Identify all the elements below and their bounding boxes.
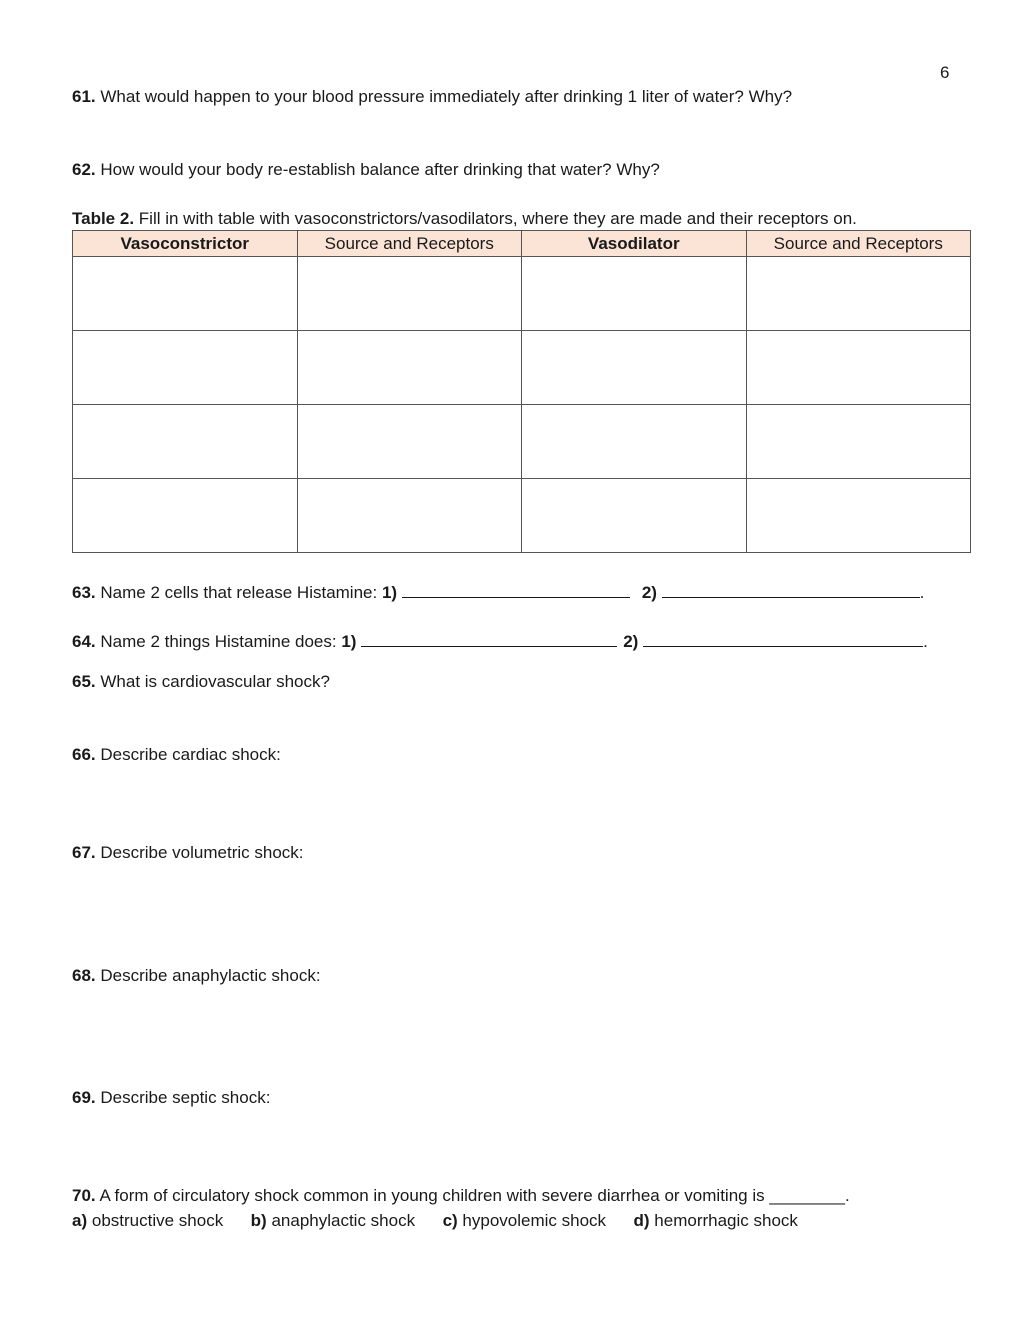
question-text: Describe cardiac shock:: [100, 745, 281, 764]
option-text: hemorrhagic shock: [654, 1211, 798, 1230]
table-caption-label: Table 2.: [72, 209, 135, 228]
answer-label-1: 1): [381, 583, 398, 602]
question-63: [72, 581, 924, 604]
header-source-receptors: Source and Receptors: [746, 231, 971, 257]
question-62: [72, 159, 660, 181]
question-text: A form of circulatory shock common in young children with severe diarrhea or vomiting is: [99, 1186, 765, 1205]
question-text: Name 2 cells that release Histamine:: [100, 583, 378, 602]
question-number: 61.: [72, 87, 96, 106]
question-number: 63.: [72, 583, 96, 602]
table-row: [73, 257, 971, 331]
table-cell[interactable]: [746, 405, 971, 479]
question-number: 68.: [72, 966, 96, 985]
table-cell[interactable]: [73, 257, 298, 331]
table-cell[interactable]: [522, 405, 747, 479]
table-cell[interactable]: [73, 479, 298, 553]
question-text: Describe septic shock:: [100, 1088, 271, 1107]
question-text: Name 2 things Histamine does:: [100, 632, 337, 651]
question-65: [72, 671, 330, 693]
question-number: 70.: [72, 1186, 96, 1205]
table-cell[interactable]: [522, 331, 747, 405]
header-vasoconstrictor: Vasoconstrictor: [73, 231, 298, 257]
option-c[interactable]: [443, 1211, 611, 1230]
question-70: [72, 1185, 850, 1207]
question-text: What is cardiovascular shock?: [100, 672, 330, 691]
question-text: Describe anaphylactic shock:: [100, 966, 321, 985]
answer-label-2: 2): [623, 632, 639, 651]
question-text: How would your body re-establish balance after drinking that water? Why?: [100, 160, 660, 179]
table-cell[interactable]: [746, 257, 971, 331]
answer-blank-2[interactable]: [643, 630, 923, 647]
question-66: [72, 744, 281, 766]
table-cell[interactable]: [746, 331, 971, 405]
answer-label-1: 1): [341, 632, 357, 651]
answer-blank[interactable]: ________.: [769, 1186, 850, 1205]
table-cell[interactable]: [522, 257, 747, 331]
sentence-end: .: [919, 583, 925, 602]
table-cell[interactable]: [297, 331, 522, 405]
header-vasodilator: Vasodilator: [522, 231, 747, 257]
answer-label-2: 2): [641, 583, 657, 602]
page-number: 6: [940, 63, 950, 82]
table-row: [73, 405, 971, 479]
question-text: Describe volumetric shock:: [100, 843, 304, 862]
question-64: [72, 630, 928, 653]
table-caption: [72, 208, 857, 230]
table-header-row: [73, 231, 971, 257]
question-number: 65.: [72, 672, 96, 691]
question-number: 67.: [72, 843, 96, 862]
option-letter: c): [442, 1211, 458, 1230]
question-number: 64.: [72, 632, 96, 651]
option-a[interactable]: [72, 1211, 228, 1230]
answer-blank-1[interactable]: [361, 630, 617, 647]
question-61: [72, 86, 792, 108]
table-row: [73, 479, 971, 553]
question-number: 62.: [72, 160, 96, 179]
table-cell[interactable]: [297, 257, 522, 331]
table-row: [73, 331, 971, 405]
question-68: [72, 965, 321, 987]
answer-options: [72, 1210, 798, 1232]
table-cell[interactable]: [73, 331, 298, 405]
answer-blank-1[interactable]: [402, 581, 630, 598]
question-number: 66.: [72, 745, 96, 764]
table-cell[interactable]: [297, 405, 522, 479]
table-cell[interactable]: [522, 479, 747, 553]
option-text: anaphylactic shock: [271, 1211, 416, 1230]
option-text: hypovolemic shock: [462, 1211, 607, 1230]
answer-blank-2[interactable]: [662, 581, 920, 598]
table-cell[interactable]: [73, 405, 298, 479]
question-text: What would happen to your blood pressure immediately after drinking 1 liter of water? Why?: [100, 87, 793, 106]
table-cell[interactable]: [297, 479, 522, 553]
header-source-receptors: Source and Receptors: [297, 231, 522, 257]
option-letter: b): [250, 1211, 267, 1230]
vasoactive-table: [72, 230, 971, 553]
sentence-end: .: [923, 632, 928, 651]
option-b[interactable]: [251, 1211, 420, 1230]
option-letter: d): [633, 1211, 650, 1230]
option-d[interactable]: [634, 1211, 798, 1230]
question-67: [72, 842, 304, 864]
option-letter: a): [72, 1211, 88, 1230]
question-69: [72, 1087, 270, 1109]
question-number: 69.: [72, 1088, 96, 1107]
option-text: obstructive shock: [91, 1211, 224, 1230]
table-caption-text: Fill in with table with vasoconstrictors/vasodilators, where they are made and their receptors on.: [138, 209, 857, 228]
table-cell[interactable]: [746, 479, 971, 553]
